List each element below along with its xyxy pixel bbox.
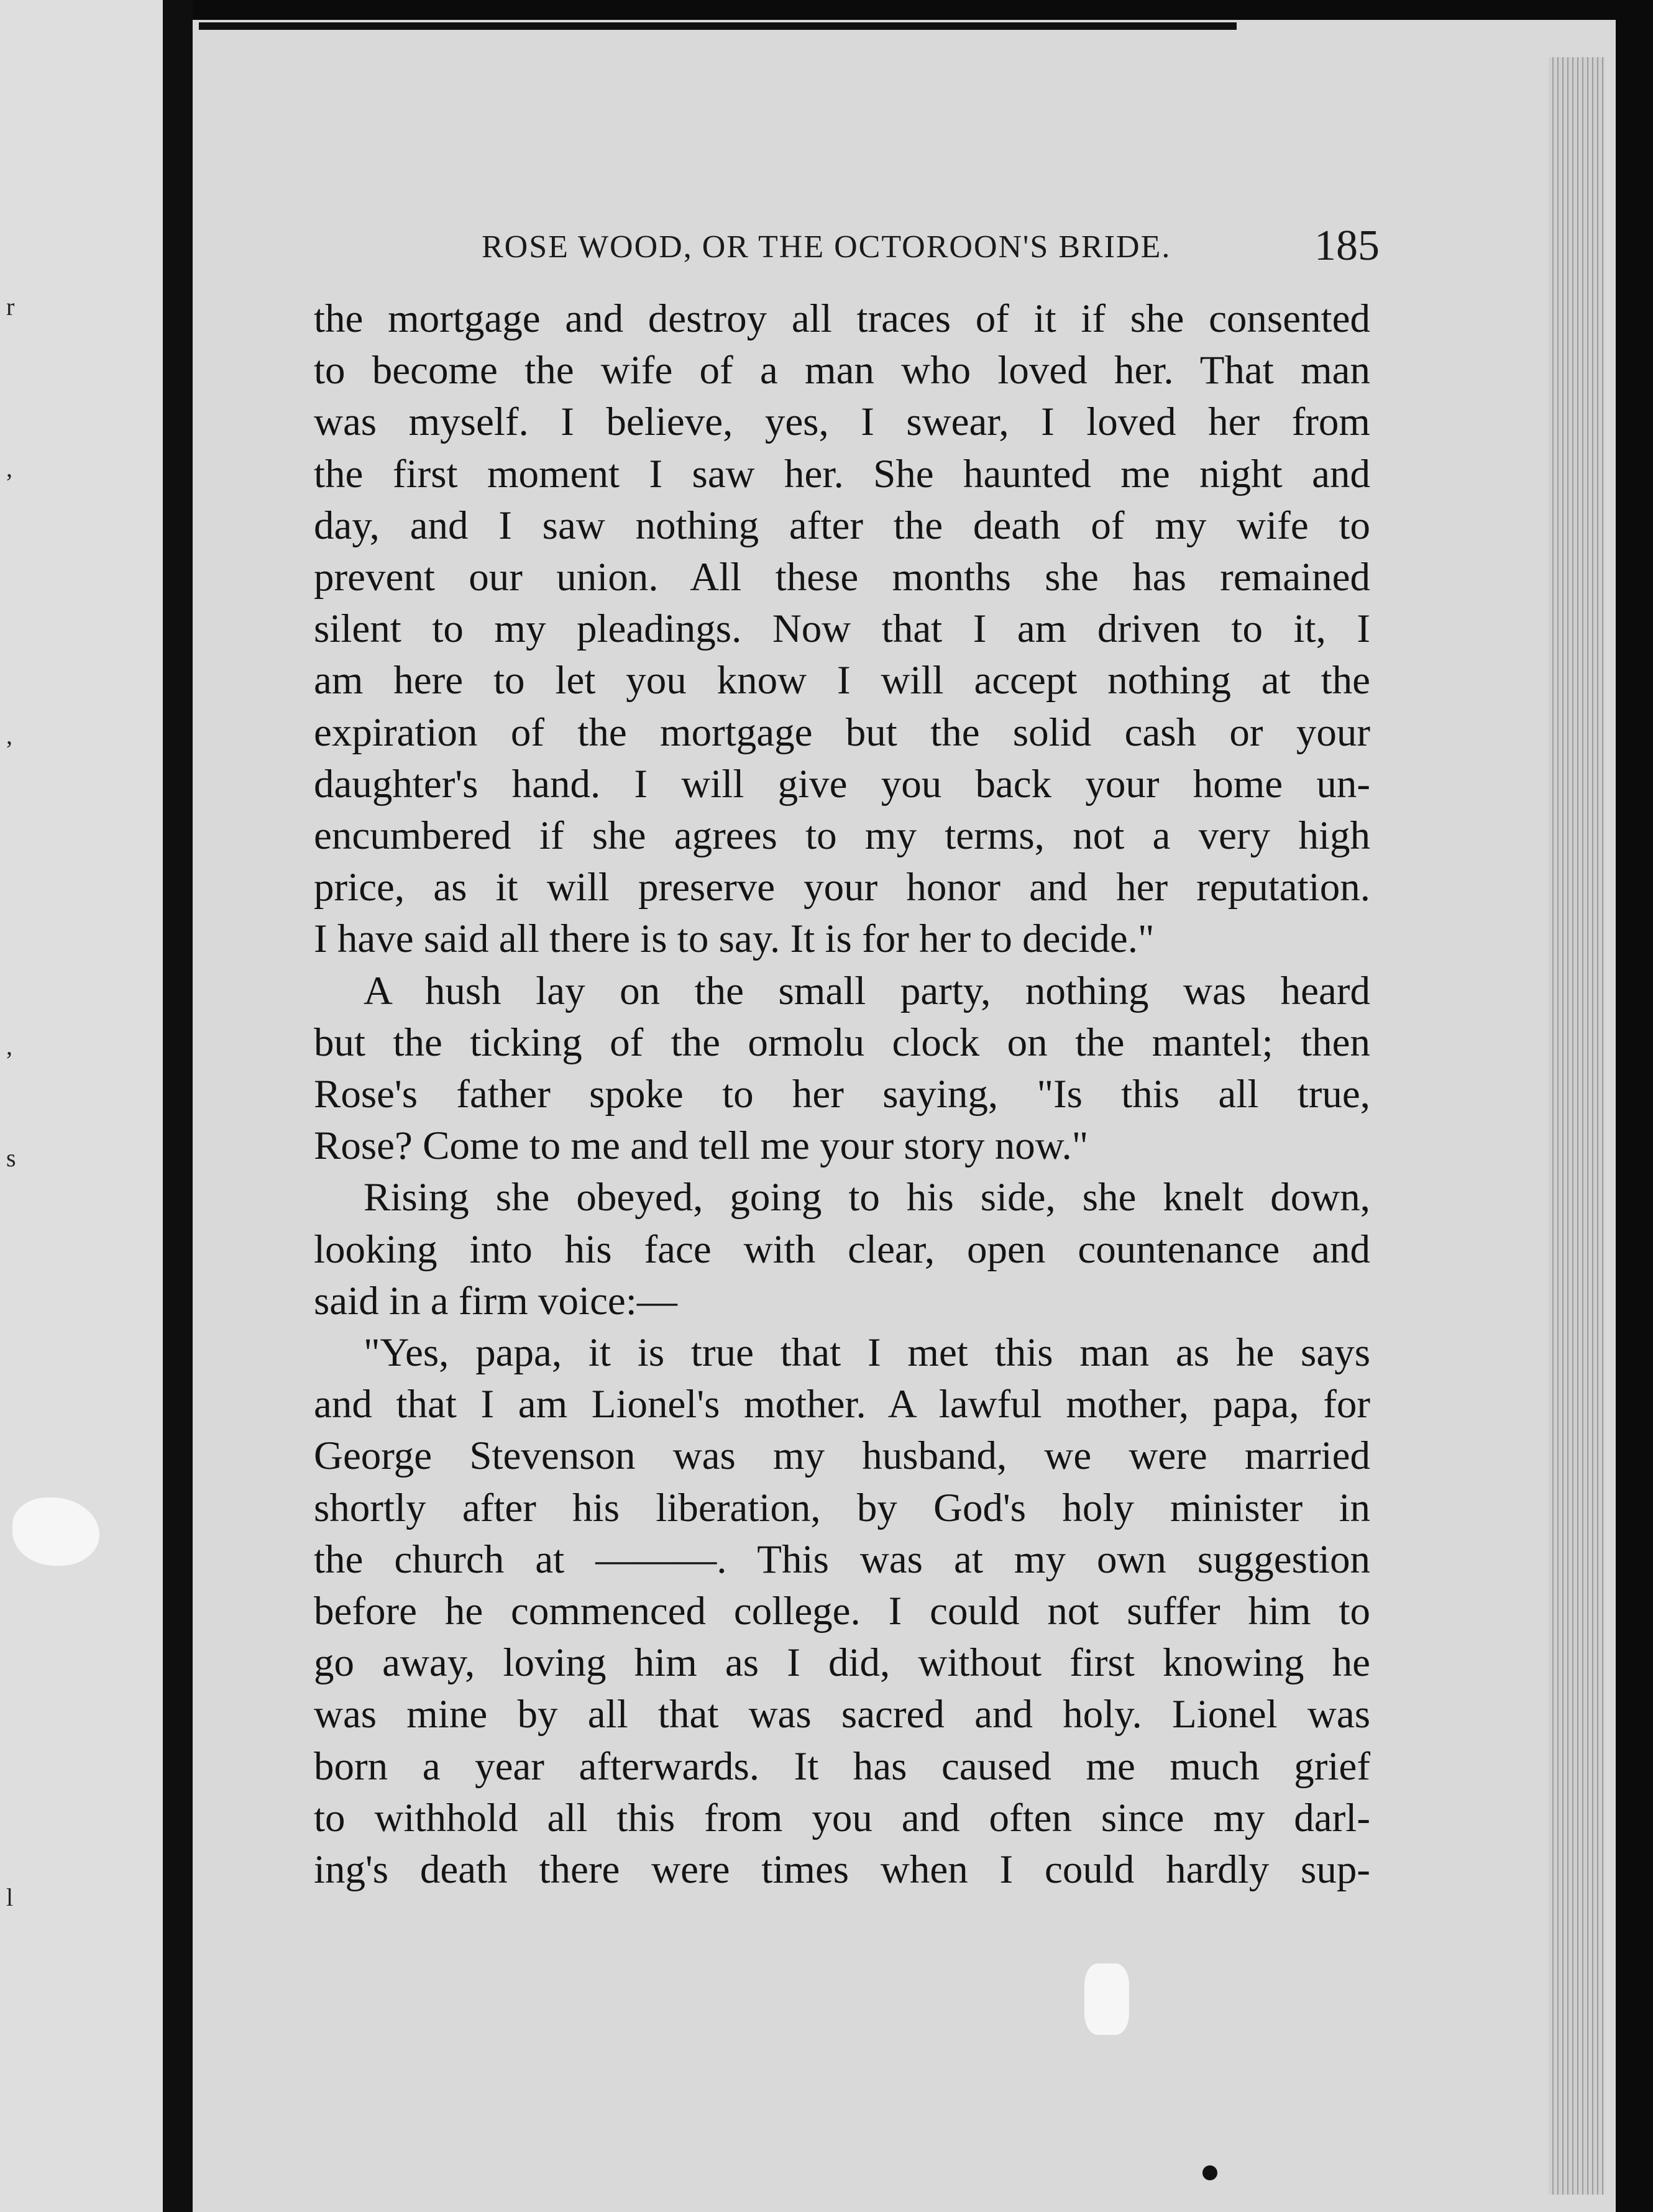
text-line: was mine by all that was sacred and holy. Lionel was [314,1692,1370,1737]
text-line: was myself. I believe, yes, I swear, I loved her from [314,400,1370,445]
text-line: am here to let you know I will accept nothing at the [314,658,1370,703]
text-line: the first moment I saw her. She haunted me night and [314,451,1370,496]
paragraph [314,1327,1370,1896]
text-line: prevent our union. All these months she has remained [314,555,1370,600]
body-text [314,293,1370,1896]
paragraph [314,293,1370,966]
text-line: expiration of the mortgage but the solid cash or your [314,710,1370,755]
running-head: ROSE WOOD, OR THE OCTOROON'S BRIDE. [482,229,1171,265]
scan-top-edge [199,22,1237,30]
text-line: daughter's hand. I will give you back your home un- [314,761,1370,807]
text-line: the mortgage and destroy all traces of it if she consented [314,296,1370,341]
text-line: said in a firm voice:— [314,1278,677,1323]
text-line: price, as it will preserve your honor and her reputation. [314,865,1370,910]
page-header [482,221,1380,271]
text-line: and that I am Lionel's mother. A lawful mother, papa, for [314,1382,1370,1427]
ink-speck [1202,2165,1217,2180]
text-line: silent to my pleadings. Now that I am driven to it, I [314,606,1370,652]
text-line: before he commenced college. I could not suffer him to [314,1589,1370,1634]
paragraph [314,966,1370,1172]
text-line: but the ticking of the ormolu clock on the mantel; then [314,1020,1370,1065]
text-line: go away, loving him as I did, without first knowing he [314,1640,1370,1686]
text-line: to become the wife of a man who loved her. That man [314,348,1370,393]
text-line: encumbered if she agrees to my terms, not a very high [314,813,1370,859]
page-stack-edge [1549,57,1605,2195]
text-line: ing's death there were times when I could hardly sup- [314,1847,1370,1893]
book-gutter [163,0,193,2212]
text-line: A hush lay on the small party, nothing was heard [364,968,1370,1013]
text-line: "Yes, papa, it is true that I met this man as he says [364,1330,1370,1376]
text-line: looking into his face with clear, open countenance and [314,1227,1370,1272]
text-line: Rose's father spoke to her saying, "Is this all true, [314,1072,1370,1117]
text-line: Rising she obeyed, going to his side, she knelt down, [364,1175,1370,1220]
text-line: to withhold all this from you and often since my darl- [314,1795,1370,1840]
paragraph [314,1172,1370,1327]
text-line: George Stevenson was my husband, we were married [314,1433,1370,1479]
paper-damage-spot [1084,1963,1129,2035]
text-line: born a year afterwards. It has caused me much grief [314,1744,1370,1789]
page-number: 185 [1314,222,1380,270]
text-line: shortly after his liberation, by God's holy minister in [314,1485,1370,1530]
facing-page-edge: r , , , s l [0,0,163,2212]
text-line: Rose? Come to me and tell me your story now." [314,1123,1089,1169]
text-line: day, and I saw nothing after the death of my wife to [314,503,1370,548]
text-line: the church at ———. This was at my own suggestion [314,1537,1370,1582]
text-line: I have said all there is to say. It is for her to decide." [314,916,1155,962]
